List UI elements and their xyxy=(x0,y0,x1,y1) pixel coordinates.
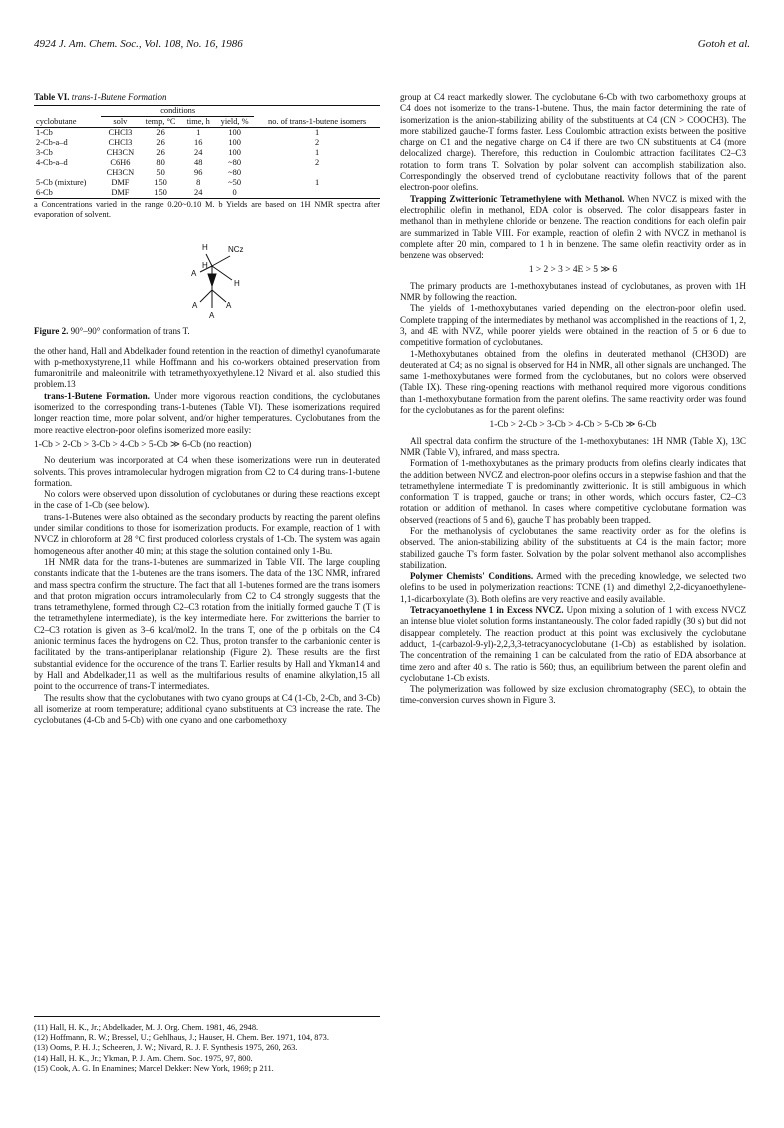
table-cell: 150 xyxy=(154,178,167,188)
table-cell: 2 xyxy=(315,138,320,148)
journal-citation: 4924 J. Am. Chem. Soc., Vol. 108, No. 16, 1986 xyxy=(34,38,243,50)
table-cell: 150 xyxy=(154,188,167,198)
table-cell: ~80 xyxy=(228,158,242,168)
table-title: trans-1-Butene Formation xyxy=(71,92,167,102)
figure-2 xyxy=(34,228,380,324)
table-row xyxy=(34,148,380,158)
table-cell: DMF xyxy=(111,178,130,188)
reference: (14) Hall, H. K., Jr.; Ykman, P. J. Am. Chem. Soc. 1975, 97, 800. xyxy=(34,1053,253,1063)
table-cell: 1 xyxy=(315,178,320,188)
table-row xyxy=(34,178,380,188)
table-cell: 6-Cb xyxy=(36,188,53,198)
paragraph-text: Upon mixing a solution of 1 with excess NVCZ an intense blue violet solution forms instantaneously. The color faded rapidly (30 s) but did not disappear completely. The reaction product at this point was exclusively the cyclobutane adduct, 1-(carbazol-9-yl)-2,2,3,3-tetracyanocyclobutane (1-Cb) as established by isolation. The concentration of the remaining 1 can be calculated from the ratio of EDA absorbance at time zero and after 40 s. The ratio is 560; thus, an equilibrium between the parent olefin and cyclobutane 1-Cb exists. xyxy=(400,605,746,683)
conditions-header: conditions xyxy=(101,106,254,117)
paragraph: No colors were observed upon dissolution of cyclobutanes or during these reactions except in the case of 1-Cb (see below). xyxy=(34,489,380,511)
table-cell: 1 xyxy=(315,148,320,158)
table-cell: 3-Cb xyxy=(36,148,53,158)
table-cell: 100 xyxy=(228,138,241,148)
table-cell xyxy=(254,168,380,178)
paragraph: The yields of 1-methoxybutanes varied depending on the electron-poor olefin used. Complete trapping of the intermediates by methanol was accomplished in the reactions of 1, 2, 3, and 4E with NVZ, while poorer yields were obtained in the reaction of 5 or 6 due to competitive formation of cyclobutanes. xyxy=(400,303,746,348)
table-cell: ~50 xyxy=(228,178,242,188)
table-cell: DMF xyxy=(111,188,130,198)
col-header: yield, % xyxy=(220,117,249,127)
reference: (11) Hall, H. K., Jr.; Abdelkader, M. J. Org. Chem. 1981, 46, 2948. xyxy=(34,1023,259,1032)
table-cell: ~80 xyxy=(228,168,242,178)
table-cell: 1 xyxy=(196,128,201,138)
paragraph-text: Under more vigorous reaction conditions, the cyclobutanes isomerized to the corresponding trans-1-butenes (Table VI). These isomerizations required longer reaction time, more polar solvent, and/or higher temperatures. Cyclobutanes from the more reactive electron-poor olefins isomerized more easily: xyxy=(34,390,380,435)
figure-caption xyxy=(34,326,380,337)
reference: (13) Ooms, P. H. J.; Scheeren, J. W.; Nivard, R. J. F. Synthesis 1975, 260, 263. xyxy=(34,1043,298,1053)
paragraph: Formation of 1-methoxybutanes as the primary products from olefins clearly indicates that the addition between NVCZ and electron-poor olefins occurs in a stepwise fashion and that the tetramethylene intermediate T is predominantly zwitterionic. It is still ambiguous in which conformation T is trapped, gauche or trans; in other words, which occurs faster, C2–C3 rotation or addition of methanol. In cases where competitive cyclobutane formation was observed (reactions of 5 and 6), gauche T has probably been trapped. xyxy=(400,458,746,525)
paragraph-text: Armed with the preceding knowledge, we selected two olefins to be used in polymerization reactions: TCNE (1) and dimethyl 2,2-dicyanoethylene-1,1-dicarboxylate (3). Both olefins are very reactive and easily available. xyxy=(400,571,746,604)
figure-label: Figure 2. xyxy=(34,326,69,337)
table-cell: 8 xyxy=(196,178,201,188)
table-cell: 26 xyxy=(156,138,165,148)
atom-label: A xyxy=(192,301,198,311)
atom-label: H xyxy=(202,261,208,271)
reactivity-order: 1-Cb > 2-Cb > 3-Cb > 4-Cb > 5-Cb ≫ 6-Cb (no reaction) xyxy=(34,439,252,450)
col-header: no. of trans-1-butene isomers xyxy=(268,117,367,127)
table-cell: 96 xyxy=(194,168,203,178)
col-header: time, h xyxy=(186,117,210,127)
table-cell: 2 xyxy=(315,158,320,168)
atom-label: NCz xyxy=(228,245,244,255)
table-cell: 80 xyxy=(156,158,165,168)
atom-label: H xyxy=(202,243,208,253)
section-heading: Trapping Zwitterionic Tetramethylene with Methanol. xyxy=(410,193,625,204)
paragraph xyxy=(400,571,746,605)
table-cell: 26 xyxy=(156,148,165,158)
table-cell: 4-Cb-a–d xyxy=(36,158,68,168)
section-heading: Tetracyanoethylene 1 in Excess NVCZ. xyxy=(410,605,564,616)
table-trans-butene xyxy=(34,105,380,199)
table-row xyxy=(34,188,380,199)
col-header: solv xyxy=(113,117,128,127)
table-row xyxy=(34,128,380,139)
right-column xyxy=(400,92,746,707)
authors: Gotoh et al. xyxy=(697,38,750,50)
paragraph: 1-Methoxybutanes obtained from the olefins in deuterated methanol (CH3OD) are deuterated at C4; as no signal is observed for H4 in NMR, all other signals are unchanged. The same 1-methoxybutanes were formed from the cyclobutanes, but no colors were observed (Table IX). These ring-opening reactions with methanol required more vigorous conditions than 1-methoxybutane formation from the parent olefins. The same reactivity order was found for the cyclobutanes as for the parent olefins: xyxy=(400,348,746,416)
paragraph: The polymerization was followed by size exclusion chromatography (SEC), to obtain the time-conversion curves shown in Figure 3. xyxy=(400,684,746,706)
paragraph: All spectral data confirm the structure of the 1-methoxybutanes: 1H NMR (Table X), 13C NMR (Table V), infrared, and mass spectra. xyxy=(400,435,746,457)
table-caption xyxy=(34,92,380,103)
table-cell: CHCl3 xyxy=(108,128,133,138)
paragraph: group at C4 react markedly slower. The cyclobutane 6-Cb with two carbomethoxy groups at C4 does not isomerize to the trans-1-butene. Thus, the main factor determining the rate of isomerization is the anion-stabilizing ability of the substituents at C4 (CN > COOCH3). The more stabilized gauche-T forms faster. Less Coulombic attraction exists between the positive charge on C1 and the negative charge on C4 if there are two CN substituents at C4 (more delocalized charge). Therefore, this reduction in Coulombic attraction facilitates C2–C3 rotation to form trans T. Solvation by polar solvent can accomplish stabilization also. Correspondingly the observed trend of cyclobutane reactivity follows that of the parent electron-poor olefins. xyxy=(400,92,746,193)
table-cell: 100 xyxy=(228,128,241,138)
table-footnote: a Concentrations varied in the range 0.20~0.10 M. b Yields are based on 1H NMR spectra after evaporation of solvent. xyxy=(34,200,380,220)
table-cell: CHCl3 xyxy=(108,138,133,148)
table-cell: 0 xyxy=(232,188,237,198)
paragraph: No deuterium was incorporated at C4 when these isomerizations were run in deuterated solvents. This proves intramolecular hydrogen migration from C2 to C4 during trans-1-butene formation. xyxy=(34,455,380,488)
table-cell: CH3CN xyxy=(106,148,135,158)
atom-label: A xyxy=(191,269,197,279)
paragraph xyxy=(400,194,746,262)
reference: (15) Cook, A. G. In Enamines; Marcel Dekker: New York, 1969; p 211. xyxy=(34,1063,274,1073)
atom-label: A xyxy=(209,311,215,321)
reactivity-order: 1 > 2 > 3 > 4E > 5 ≫ 6 xyxy=(528,265,618,276)
atom-label: A xyxy=(226,301,232,311)
section-heading: trans-1-Butene Formation. xyxy=(44,390,150,401)
table-cell: 5-Cb (mixture) xyxy=(36,178,87,188)
section-heading: Polymer Chemists' Conditions. xyxy=(410,571,534,582)
table-cell: 24 xyxy=(194,148,203,158)
table-cell: 100 xyxy=(228,148,241,158)
table-cell: 1-Cb xyxy=(36,128,53,138)
reference: (12) Hoffmann, R. W.; Bressel, U.; Gehlhaus, J.; Hauser, H. Chem. Ber. 1971, 104, 873. xyxy=(34,1033,329,1043)
paragraph: 1H NMR data for the trans-1-butenes are summarized in Table VII. The large coupling constants indicate that the 1-butenes are the trans isomers. The data of the 13C NMR, infrared and mass spectra confirm the structure. The fact that all 1-butenes formed are the trans isomers and that proton migration occurs intramolecularly from C2 to C4 strongly suggests that the trans tetramethylene, formed through C2–C3 rotation from the initially formed gauche T (T is the tetramethylene intermediate), is the key intermediate here. For zwitterions the barrier to C2–C3 rotation is given as 3–6 kcal/mol2. In the trans T, one of the p orbitals on the C4 anionic terminus faces the hydrogens on C2. Thus, proton transfer to the carbanionic center is facilitated by the trans-antiperiplanar relationship (Figure 2). These results are the first substantial evidence for the occurence of the trans T. Earlier results by Hall and Ykman14 and by Hall and Abdelkader,11 as well as the multifarious results of enamine alkylation,15 all point to the occurrence of trans-T intermediates. xyxy=(34,556,380,692)
reactivity-order: 1-Cb > 2-Cb > 3-Cb > 4-Cb > 5-Cb ≫ 6-Cb xyxy=(489,420,657,431)
paragraph: The primary products are 1-methoxybutanes instead of cyclobutanes, as proven with 1H NMR by following the reaction. xyxy=(400,280,746,303)
table-cell: C6H6 xyxy=(110,158,131,168)
paragraph xyxy=(34,391,380,436)
table-cell: 50 xyxy=(156,168,165,178)
table-cell: 48 xyxy=(194,158,203,168)
table-cell: 26 xyxy=(156,128,165,138)
references xyxy=(34,1016,380,1074)
table-cell: 24 xyxy=(194,188,203,198)
paragraph: For the methanolysis of cyclobutanes the same reactivity order as for the olefins is observed. The anion-stabilizing ability of the substituents at C4 is the main factor; more stabilized gauche T's form faster. Solvation by the polar solvent methanol also accomplishes stabilization. xyxy=(400,525,746,570)
table-row xyxy=(34,168,380,178)
table-cell: 2-Cb-a–d xyxy=(36,138,68,148)
table-cell: 1 xyxy=(315,128,320,138)
table-label: Table VI. xyxy=(34,92,70,102)
paragraph: trans-1-Butenes were also obtained as the secondary products by reacting the parent olefins under similar conditions to those for isomerization products. For example, reaction of 1 with NVCZ in chloroform at 28 °C first produced colorless crystals of 1-Cb. The system was again homogeneous after another 40 min; at this stage the solution contained only 1-Bu. xyxy=(34,511,380,556)
paragraph-text: When NVCZ is mixed with the electrophilic olefin in methanol, EDA color is observed. The color disappears faster in methanol than in methylene chloride or benzene. The reaction conditions for each olefin pair are summarized in Table VIII. For example, reaction of olefin 2 with NVCZ in methanol is complete after 20 min, compared to 1 h in benzene. The same olefin reactivity order as in benzene was observed: xyxy=(400,193,746,261)
col-header: temp, °C xyxy=(145,117,176,127)
newman-projection-diagram xyxy=(34,228,380,324)
paragraph xyxy=(400,605,746,684)
table-cell: 16 xyxy=(194,138,203,148)
table-cell xyxy=(34,168,101,178)
paragraph: The results show that the cyclobutanes with two cyano groups at C4 (1-Cb, 2-Cb, and 3-Cb) all isomerize at room temperature; additional cyano substituents at C3 increase the rate. The cyclobutanes (4-Cb and 5-Cb) with one cyano and one carbomethoxy xyxy=(34,692,380,726)
atom-label: H xyxy=(234,279,240,289)
running-header xyxy=(34,38,750,54)
table-cell xyxy=(254,188,380,199)
table-row xyxy=(34,158,380,168)
table-row xyxy=(34,138,380,148)
figure-caption-text: 90°–90° conformation of trans T. xyxy=(70,326,190,337)
col-header: cyclobutane xyxy=(36,117,77,127)
paragraph: the other hand, Hall and Abdelkader found retention in the reaction of dimethyl cyanofumarate with p-methoxystyrene,11 while Hoffmann and his co-workers obtained preservation from fumaronitrile and maleonitrile with tetramethyoxyethylene.12 Nivard et al. also studied this problem.13 xyxy=(34,345,380,390)
table-cell: CH3CN xyxy=(106,168,135,178)
left-column xyxy=(34,92,380,726)
